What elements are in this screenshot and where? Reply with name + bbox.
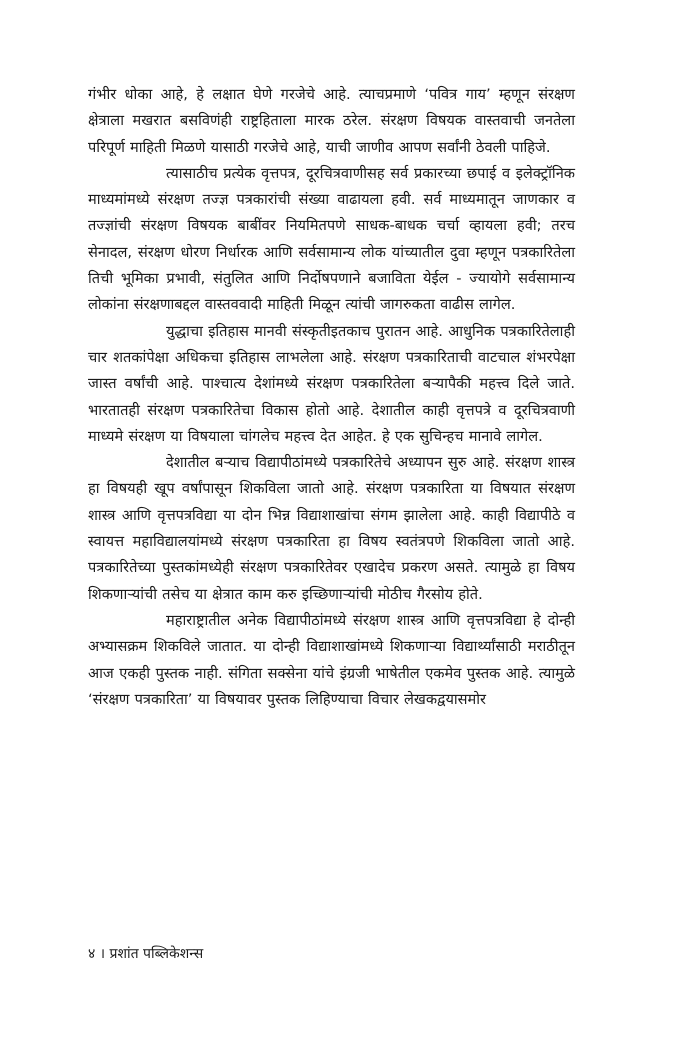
paragraph-3: युद्धाचा इतिहास मानवी संस्कृतीइतकाच पुरातन आहे. आधुनिक पत्रकारितेलाही चार शतकांपेक्षा अधिकचा इतिहास लाभलेला आहे. संरक्षण पत्रकारिताची वाटचाल शंभरपेक्षा जास्त वर्षांची आहे. पाश्चात्य देशांमध्ये संरक्षण पत्रकारितेला बऱ्यापैकी महत्त्व दिले जाते. भारतातही संरक्षण पत्रकारितेचा विकास होतो आहे. देशातील काही वृत्तपत्रे व दूरचित्रवाणी माध्यमे संरक्षण या विषयाला चांगलेच महत्त्व देत आहेत. हे एक सुचिन्हच मानावे लागेल.	[88, 322, 576, 445]
paragraph-2: त्यासाठीच प्रत्येक वृत्तपत्र, दूरचित्रवाणीसह सर्व प्रकारच्या छपाई व इलेक्ट्रॉनिक माध्यमांमध्ये संरक्षण तज्ज्ञ पत्रकारांची संख्या वाढायला हवी. सर्व माध्यमातून जाणकार व तज्ज्ञांची संरक्षण विषयक बाबींवर नियमितपणे साधक-बाधक चर्चा व्हायला हवी; तरच सेनादल, संरक्षण धोरण निर्धारक आणि सर्वसामान्य लोक यांच्यातील दुवा म्हणून पत्रकारितेला तिची भूमिका प्रभावी, संतुलित आणि निर्दोषपणाने बजाविता येईल - ज्यायोगे सर्वसामान्य लोकांना संरक्षणाबद्दल वास्तववादी माहिती मिळून त्यांची जागरुकता वाढीस लागेल.	[88, 164, 575, 314]
page-footer: ४ । प्रशांत पब्लिकेशन्स	[88, 946, 204, 962]
paragraph-5: महाराष्ट्रातील अनेक विद्यापीठांमध्ये संरक्षण शास्त्र आणि वृत्तपत्रविद्या हे दोन्ही अभ्यासक्रम शिकविले जातात. या दोन्ही विद्याशाखांमध्ये शिकणाऱ्या विद्यार्थ्यांसाठी मराठीतून आज एकही पुस्तक नाही. संगिता सक्सेना यांचे इंग्रजी भाषेतील एकमेव पुस्तक आहे. त्यामुळे ‘संरक्षण पत्रकारिता’ या विषयावर पुस्तक लिहिण्याचा विचार लेखकद्वयासमोर	[88, 611, 575, 708]
paragraph-4: देशातील बऱ्याच विद्यापीठांमध्ये पत्रकारितेचे अध्यापन सुरु आहे. संरक्षण शास्त्र हा विषयही खूप वर्षांपासून शिकविला जातो आहे. संरक्षण पत्रकारिता या विषयात संरक्षण शास्त्र आणि वृत्तपत्रविद्या या दोन भिन्न विद्याशाखांचा संगम झालेला आहे. काही विद्यापीठे व स्वायत्त महाविद्यालयांमध्ये संरक्षण पत्रकारिता हा विषय स्वतंत्रपणे शिकविला जातो आहे. पत्रकारितेच्या पुस्तकांमध्येही संरक्षण पत्रकारितेवर एखादेच प्रकरण असते. त्यामुळे हा विषय शिकणाऱ्यांची तसेच या क्षेत्रात काम करु इच्छिणाऱ्यांची मोठीच गैरसोय होते.	[88, 454, 575, 603]
paragraph-1: गंभीर धोका आहे, हे लक्षात घेणे गरजेचे आहे. त्याचप्रमाणे ‘पवित्र गाय’ म्हणून संरक्षण क्षेत्राला मखरात बसविणंही राष्ट्रहिताला मारक ठरेल. संरक्षण विषयक वास्तवाची जनतेला परिपूर्ण माहिती मिळणे यासाठी गरजेचे आहे, याची जाणीव आपण सर्वांनी ठेवली पाहिजे.	[88, 86, 575, 156]
body-text	[88, 82, 575, 713]
